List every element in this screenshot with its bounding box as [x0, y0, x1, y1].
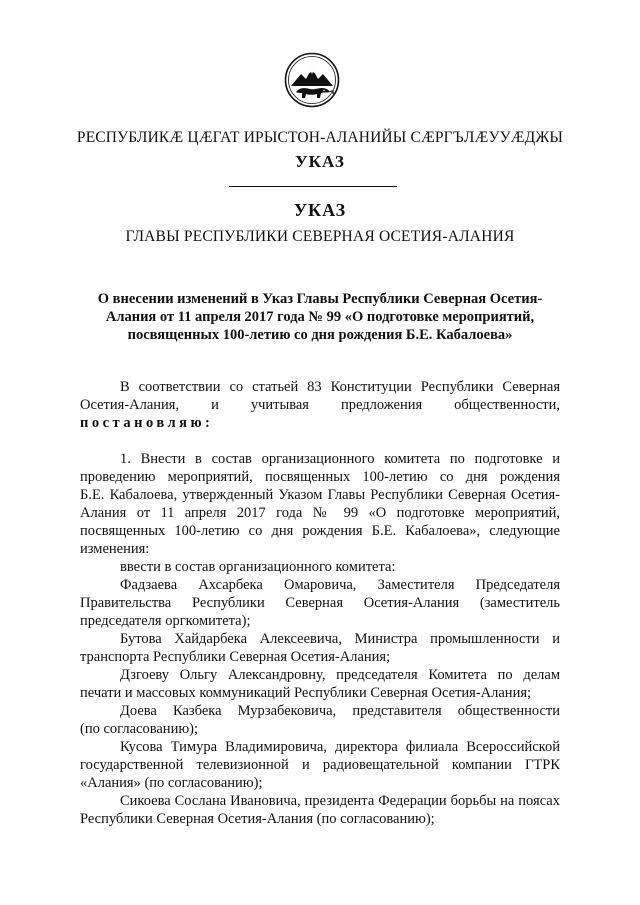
- item-line: 1. Внести в состав организационного комитета по подготовке и: [120, 451, 560, 467]
- header-glava: ГЛАВЫ РЕСПУБЛИКИ СЕВЕРНАЯ ОСЕТИЯ-АЛАНИЯ: [125, 228, 515, 245]
- decree-body: [80, 378, 560, 828]
- item-line: посвященных 100-летию со дня рождения Б.Е. Кабалоева», следующие: [80, 523, 560, 539]
- member-line: Сикоева Сослана Ивановича, президента Федерации борьбы на поясах: [120, 793, 560, 809]
- coat-of-arms-icon: [284, 52, 340, 108]
- paragraph-gap: [80, 432, 560, 450]
- preamble-line: Осетия-Алания, и учитывая предложения общественности,: [80, 397, 560, 413]
- member-line: транспорта Республики Северная Осетия-Алания;: [80, 649, 391, 665]
- member-line: Дзгоеву Ольгу Александровну, председателя Комитета по делам: [120, 667, 560, 683]
- header-divider: [229, 186, 397, 187]
- member-line: Фадзаева Ахсарбека Омаровича, Заместителя Председателя: [120, 577, 560, 593]
- decree-title-line: посвященных 100-летию со дня рождения Б.Е. Кабалоева»: [127, 327, 513, 343]
- member-line: председателя оргкомитета);: [80, 613, 251, 629]
- decree-title-line: О внесении изменений в Указ Главы Республики Северная Осетия-: [97, 291, 543, 307]
- member-line: Республики Северная Осетия-Алания (по согласованию);: [80, 811, 435, 827]
- resolve-word: постановляю:: [80, 415, 214, 431]
- preamble-line: В соответствии со статьей 83 Конституции Республики Северная: [120, 379, 560, 395]
- item-line: проведению мероприятий, посвященных 100-летию со дня рождения: [80, 469, 560, 485]
- member-line: Доева Казбека Мурзабековича, представителя общественности: [120, 703, 560, 719]
- ukaz-heading: УКАЗ: [293, 200, 347, 220]
- member-line: печати и массовых коммуникаций Республики Северная Осетия-Алания;: [80, 685, 532, 701]
- member-line: (по согласованию);: [80, 721, 199, 737]
- member-line: Правительства Республики Северная Осетия-Алания (заместитель: [80, 595, 560, 611]
- item-line: Алания от 11 апреля 2017 года № 99 «О подготовке мероприятий,: [80, 505, 560, 521]
- header-ossetian: РЕСПУБЛИКӔ ЦӔГАТ ИРЫСТОН-АЛАНИЙЫ СӔРГЪЛӔУУӔДЖЫ: [76, 129, 564, 146]
- member-line: «Алания» (по согласованию);: [80, 775, 263, 791]
- item-line: изменения:: [80, 541, 150, 557]
- resolve-line: [80, 414, 560, 432]
- ukaz-heading-ossetian: УКАЗ: [295, 152, 345, 171]
- member-line: государственной телевизионной и радиовещательной компании ГТРК: [80, 757, 560, 773]
- member-line: Кусова Тимура Владимировича, директора филиала Всероссийской: [120, 739, 560, 755]
- member-line: Бутова Хайдарбека Алексеевича, Министра промышленности и: [120, 631, 560, 647]
- decree-title-line: Алания от 11 апреля 2017 года № 99 «О подготовке мероприятий,: [105, 309, 535, 325]
- decree-title: [80, 290, 560, 344]
- item-line: Б.Е. Кабалоева, утвержденный Указом Главы Республики Северная Осетия-: [80, 487, 560, 503]
- members-intro: ввести в состав организационного комитета:: [120, 559, 396, 575]
